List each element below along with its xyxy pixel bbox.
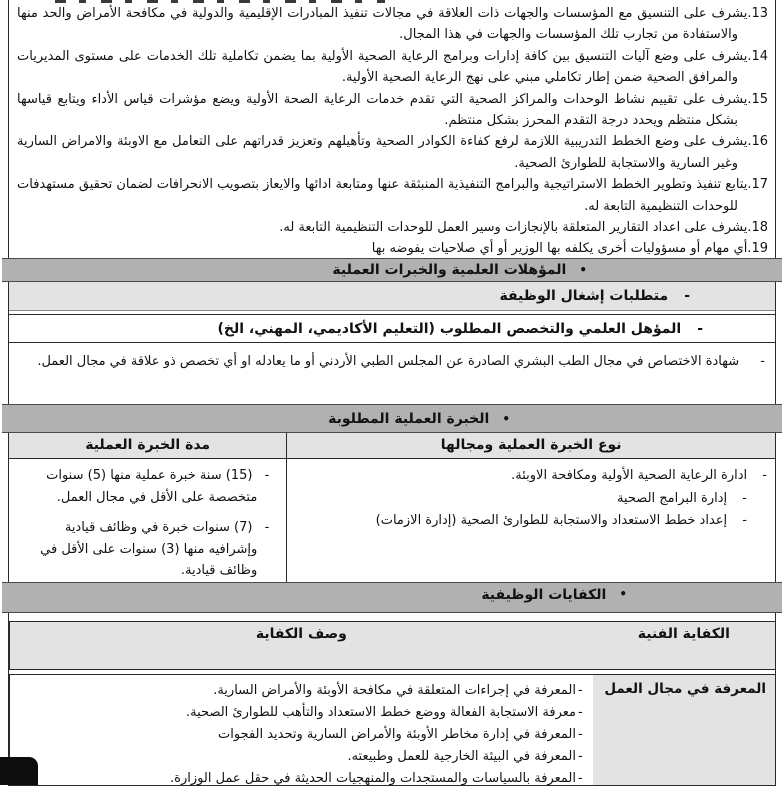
dash-icon: -	[578, 683, 583, 698]
competency-col-desc-header: وصف الكفاية	[9, 622, 593, 669]
section-header-experience	[2, 404, 782, 433]
experience-type-2: إدارة البرامج الصحية	[617, 490, 728, 506]
competency-desc-4: المعرفة في البيئة الخارجية للعمل وطبيعته.	[347, 749, 576, 764]
list-item	[293, 510, 747, 533]
competency-desc-line	[16, 746, 583, 768]
dash-icon: -	[762, 468, 767, 483]
duties-list	[9, 0, 775, 258]
dash-icon: -	[578, 727, 583, 742]
row-job-requirements-label: متطلبات إشغال الوظيفة	[499, 288, 669, 304]
duty-item-17: 17.يتابع تنفيذ وتطوير الخطط الاستراتيجية والبرامج التنفيذية المنبثقة عنها ومتابعة ادائها والايعاز بتصويب الانحرافات لضمان تحقيق مستهدفات للوحدات التنظيمية التابعة له.	[17, 177, 768, 214]
competency-table	[9, 621, 775, 786]
competency-desc-3: المعرفة في إدارة مخاطر الأوبئة والأمراض السارية وتحديد الفجوات	[217, 727, 576, 742]
competency-name-cell: المعرفة في مجال العمل	[593, 675, 775, 785]
competency-desc-1: المعرفة في إجراءات المتعلقة في مكافحة الأوبئة والأمراض السارية.	[213, 683, 576, 698]
duration-text-2: (7) سنوات خبرة في وظائف قيادية وإشرافيه منها (3) سنوات على الأقل في وظائف قيادية.	[40, 520, 258, 578]
experience-table-body	[9, 459, 775, 582]
competency-desc-line	[16, 702, 583, 724]
dash-icon: -	[264, 520, 270, 535]
competency-desc-line	[16, 768, 583, 790]
bullet-icon: •	[619, 587, 627, 601]
row-qualification-title-label: المؤهل العلمي والتخصص المطلوب (التعليم الأكاديمي، المهني، الخ)	[217, 320, 682, 337]
competency-desc-2: معرفة الاستجابة الفعالة ووضع خطط الاستعداد والتأهب للطوارئ الصحية.	[186, 705, 576, 720]
qualification-detail-text: شهادة الاختصاص في مجال الطب البشري الصادرة عن المجلس الطبي الأردني أو ما يعادله او أي تخصص ذو علاقة في مجال العمل.	[37, 354, 740, 369]
black-corner-box	[0, 757, 38, 785]
competency-desc-line	[16, 724, 583, 746]
dash-icon: -	[578, 771, 583, 786]
dash-icon: -	[697, 320, 703, 337]
section-header-competencies-label: الكفايات الوظيفية	[481, 587, 607, 603]
section-header-experience-label: الخبرة العملية المطلوبة	[328, 410, 490, 427]
section-header-competencies	[2, 582, 782, 613]
dash-icon: -	[264, 468, 270, 483]
bullet-icon: •	[502, 411, 510, 426]
experience-table	[9, 433, 775, 582]
duty-item-13: 13.يشرف على التنسيق مع المؤسسات والجهات ذات العلاقة في مجالات تنفيذ المبادرات الإقليمية والدولية في مكافحة الأمراض والحد منها والاستفادة من تجارب تلك المؤسسات والجهات في هذا المجال.	[17, 6, 768, 43]
experience-duration-cell	[9, 459, 286, 582]
experience-table-header	[9, 433, 775, 459]
duration-item-1	[17, 465, 269, 508]
competency-desc-cell	[9, 675, 593, 785]
experience-col-type-header: نوع الخبرة العملية ومجالها	[286, 433, 775, 458]
experience-col-duration-header: مدة الخبرة العملية	[85, 437, 211, 453]
experience-type-1: ادارة الرعاية الصحية الأولية ومكافحة الاوبئة.	[511, 468, 748, 483]
dash-icon: -	[684, 288, 690, 304]
competency-desc-line	[16, 680, 583, 702]
dash-icon: -	[760, 354, 765, 369]
duty-item-15: 15.يشرف على تقييم نشاط الوحدات والمراكز الصحية التي تقدم خدمات الرعاية الصحة الأولية ويضع مؤشرات قياس الأداء ويتابع قياسها بشكل منتظم ويحدد درجة التقدم المحرز بشكل منتظم.	[17, 91, 768, 129]
duration-text-1: (15) سنة خبرة عملية منها (5) سنوات متخصصة على الأقل في مجال العمل.	[46, 468, 258, 505]
row-job-requirements	[9, 282, 775, 311]
dash-icon: -	[742, 490, 747, 506]
spacer	[9, 613, 775, 621]
dash-icon: -	[578, 705, 583, 720]
list-item	[293, 488, 747, 511]
dash-icon: -	[742, 513, 747, 528]
competency-table-body	[9, 674, 775, 786]
experience-type-cell	[286, 459, 775, 582]
duty-item-19: 19.أي مهام أو مسؤوليات أخرى يكلفه بها الوزير أو أي صلاحيات يفوضه بها	[371, 241, 768, 257]
qualification-detail	[9, 343, 775, 404]
bullet-icon: •	[579, 263, 587, 277]
experience-type-3: إعداد خطط الاستعداد والاستجابة للطوارئ الصحية (إدارة الازمات)	[375, 513, 728, 528]
row-qualification-title	[9, 314, 775, 343]
duty-item-18: 18.يشرف على اعداد التقارير المتعلقة بالإنجازات وسير العمل للوحدات التنظيمية التابعة له.	[279, 220, 768, 236]
page-frame	[8, 0, 776, 786]
section-header-qualifications	[2, 258, 782, 282]
clipped-line-remnant	[55, 0, 385, 3]
competency-col-name-header: الكفاية الفنية	[637, 626, 730, 642]
duration-item-2	[17, 517, 269, 582]
section-header-qualifications-label: المؤهلات العلمية والخبرات العملية	[332, 262, 567, 278]
dash-icon: -	[578, 749, 583, 764]
competency-table-header	[9, 621, 775, 670]
competency-desc-5: المعرفة بالسياسات والمستجدات والمنهجيات الحديثة في حقل عمل الوزارة.	[170, 771, 576, 786]
duty-item-16: 16.يشرف على وضع الخطط التدريبية اللازمة لرفع كفاءة الكوادر الصحية وتأهيلهم وتعزيز قدراتهم على التعامل مع الاوبئة والامراض السارية وغير السارية والاستجابة للطوارئ الصحية.	[17, 134, 768, 171]
duty-item-14: 14.يشرف على وضع آليات التنسيق بين كافة إدارات وبرامج الرعاية الصحية الأولية بما يضمن تكاملية تلك الخدمات على مستوى المديريات والمرافق الصحية ضمن إطار تكاملي مبني على نهج الرعاية الصحية الأولية.	[17, 48, 768, 86]
list-item	[293, 465, 767, 488]
